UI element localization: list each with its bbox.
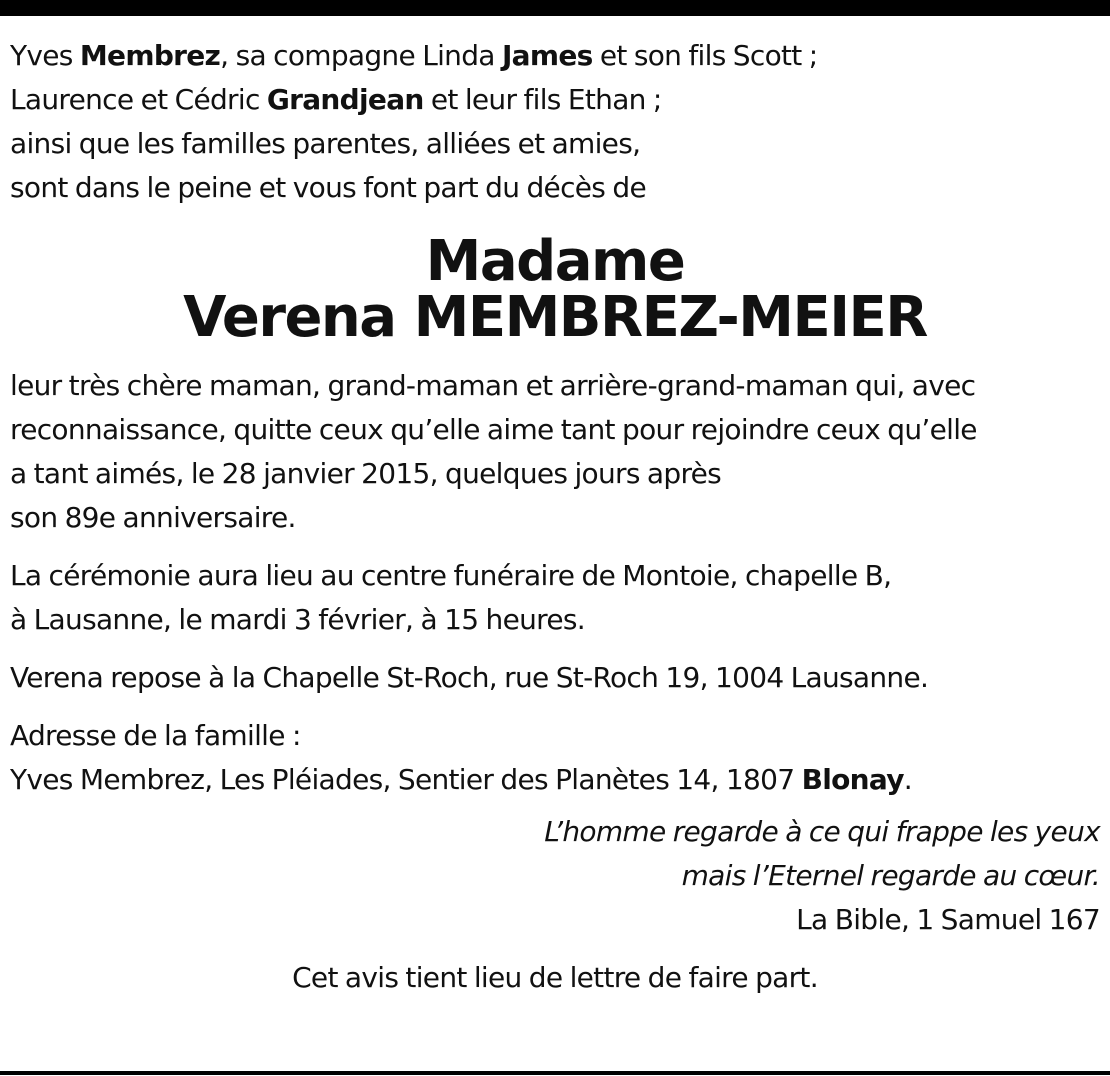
deceased-title: Madame	[425, 229, 685, 294]
family-line-3: ainsi que les familles parentes, alliées et amies,	[10, 127, 641, 160]
bible-quote	[10, 810, 1100, 942]
tribute-line-1: leur très chère maman, grand-maman et arrière-grand-maman qui, avec	[10, 369, 976, 402]
family-line-4: sont dans le peine et vous font part du décès de	[10, 171, 646, 204]
tribute-line-4: son 89e anniversaire.	[10, 501, 296, 534]
surname-membrez: Membrez	[79, 39, 221, 72]
tribute-line-2: reconnaissance, quitte ceux qu’elle aime tant pour rejoindre ceux qu’elle	[10, 413, 977, 446]
quote-line-1: L’homme regarde à ce qui frappe les yeux	[544, 815, 1100, 848]
quote-line-2: mais l’Eternel regarde au cœur.	[681, 859, 1100, 892]
tribute-paragraph	[10, 364, 1100, 540]
obituary-notice	[10, 34, 1100, 1000]
address-line: Yves Membrez, Les Pléiades, Sentier des Planètes 14, 1807 Blonay.	[10, 763, 912, 796]
rest-paragraph: Verena repose à la Chapelle St-Roch, rue St-Roch 19, 1004 Lausanne.	[10, 661, 929, 694]
quote-source: La Bible, 1 Samuel 167	[796, 903, 1100, 936]
family-line-1: Yves Membrez, sa compagne Linda James et son fils Scott ;	[10, 39, 818, 72]
deceased-name: Verena MEMBREZ-MEIER	[183, 285, 927, 350]
deceased-name-block	[10, 229, 1100, 350]
ceremony-line-1: La cérémonie aura lieu au centre funéraire de Montoie, chapelle B,	[10, 559, 892, 592]
family-address	[10, 714, 1100, 802]
town-blonay: Blonay	[801, 763, 904, 796]
family-line-2: Laurence et Cédric Grandjean et leur fils Ethan ;	[10, 83, 662, 116]
surname-grandjean: Grandjean	[266, 83, 424, 116]
ceremony-line-2: à Lausanne, le mardi 3 février, à 15 heures.	[10, 603, 585, 636]
address-label: Adresse de la famille :	[10, 719, 301, 752]
top-rule	[0, 0, 1110, 16]
tribute-line-3: a tant aimés, le 28 janvier 2015, quelques jours après	[10, 457, 722, 490]
ceremony-paragraph	[10, 554, 1100, 642]
closing-note: Cet avis tient lieu de lettre de faire part.	[292, 961, 818, 994]
surname-james: James	[501, 39, 593, 72]
family-announcement	[10, 34, 1100, 210]
bottom-rule	[0, 1071, 1110, 1075]
